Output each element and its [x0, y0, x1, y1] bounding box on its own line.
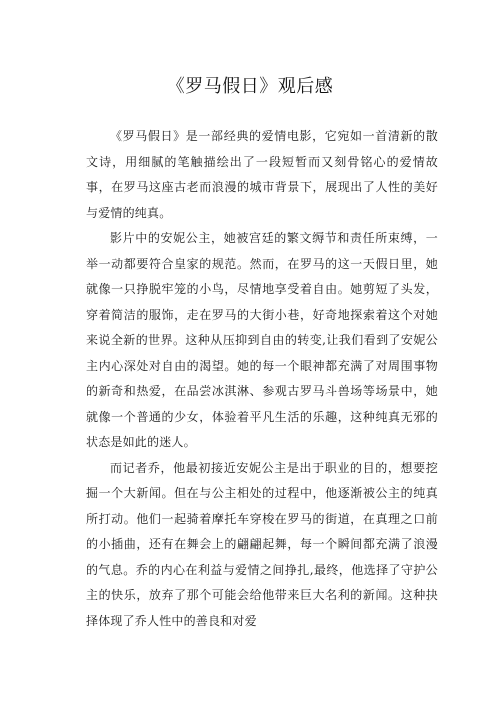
document-title: 《罗马假日》观后感 [166, 76, 334, 97]
paragraph-2: 影片中的安妮公主，她被宫廷的繁文缛节和责任所束缚，一举一动都要符合皇家的规范。然而，在罗马的这一天假日里，她就像一只挣脱牢笼的小鸟，尽情地享受着自由。她剪短了头发，穿着简洁的服饰，走在罗马的大街小巷，好奇地探索着这个对她来说全新的世界。这种从压抑到自由的转变,让我们看到了安妮公主内心深处对自由的渴望。她的每一个眼神都充满了对周围事物的新奇和热爱，在品尝冰淇淋、参观古罗马斗兽场等场景中，她就像一个普通的少女，体验着平凡生活的乐趣，这种纯真无邪的状态是如此的迷人。 [86, 231, 438, 449]
paragraph-3: 而记者乔，他最初接近安妮公主是出于职业的目的，想要挖掘一个大新闻。但在与公主相处的过程中，他逐渐被公主的纯真所打动。他们一起骑着摩托车穿梭在罗马的街道，在真理之口前的小插曲，还有在舞会上的翩翩起舞，每一个瞬间都充满了浪漫的气息。乔的内心在利益与爱情之间挣扎,最终，他选择了守护公主的快乐，放弃了那个可能会给他带来巨大名利的新闻。这种抉择体现了乔人性中的善良和对爱 [86, 460, 438, 628]
document-body [86, 124, 438, 634]
paragraph-1: 《罗马假日》是一部经典的爱情电影，它宛如一首清新的散文诗，用细腻的笔触描绘出了一段短暂而又刻骨铭心的爱情故事，在罗马这座古老而浪漫的城市背景下，展现出了人性的美好与爱情的纯真。 [86, 129, 438, 220]
